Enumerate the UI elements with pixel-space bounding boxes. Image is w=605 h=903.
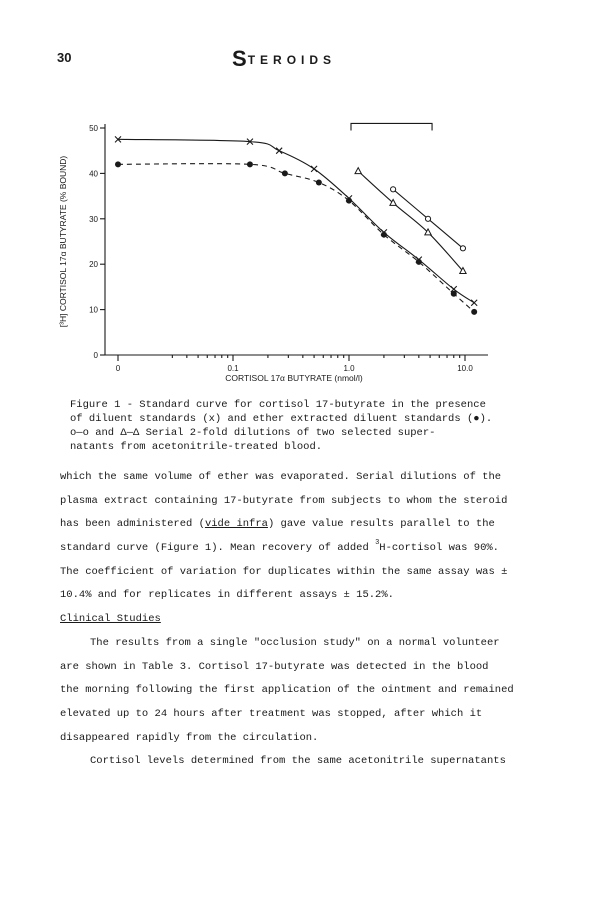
caption-line: Figure 1 - Standard curve for cortisol 17-butyrate in the presence: [70, 399, 486, 411]
bracket-annotation: [351, 123, 432, 130]
data-point-filled-circle: [282, 170, 288, 176]
y-tick-label: 20: [89, 260, 98, 270]
y-tick-label: 0: [93, 351, 98, 360]
data-point-filled-circle: [471, 309, 477, 315]
y-axis-title: [³H] CORTISOL 17α BUTYRATE (% BOUND): [58, 155, 68, 328]
data-point-filled-circle: [316, 179, 322, 185]
x-tick-label: 0: [115, 364, 121, 373]
figure-caption: [70, 398, 550, 454]
y-tick-label: 10: [89, 305, 98, 315]
data-point-filled-circle: [115, 161, 121, 167]
series-line-open-triangle: [358, 171, 463, 271]
journal-initial: S: [232, 46, 248, 71]
journal-logo: [232, 46, 336, 72]
data-point-open-circle: [425, 216, 430, 221]
text-line: elevated up to 24 hours after treatment was stopped, after which it: [60, 707, 483, 720]
text-line: The results from a single "occlusion study" on a normal volunteer: [90, 636, 500, 649]
body-text: [60, 466, 550, 774]
caption-line: o—o and Δ—Δ Serial 2-fold dilutions of two selected super-: [70, 427, 436, 439]
data-point-open-circle: [391, 187, 396, 192]
text-run: standard curve (Figure 1). Mean recovery of added: [60, 542, 376, 555]
text-line: 10.4% and for replicates in different assays ± 15.2%.: [60, 589, 394, 602]
text-line: which the same volume of ether was evaporated. Serial dilutions of the: [60, 471, 502, 483]
data-point-filled-circle: [416, 259, 422, 265]
figure-1-chart: [0, 100, 605, 395]
data-point-open-circle: [460, 246, 465, 251]
y-tick-label: 50: [89, 124, 98, 133]
text-line: disappeared rapidly from the circulation.: [60, 731, 319, 744]
data-point-filled-circle: [381, 232, 387, 238]
text-line: [60, 513, 550, 537]
text-run: ) gave value results parallel to the: [267, 518, 495, 531]
caption-line: natants from acetonitrile-treated blood.: [70, 441, 323, 453]
data-point-filled-circle: [451, 291, 457, 297]
superscript: 3: [375, 539, 380, 548]
text-run: has been administered (: [60, 518, 205, 531]
chart-axes: [89, 124, 488, 373]
text-line: Cortisol levels determined from the same acetonitrile supernatants: [90, 755, 506, 768]
text-run: H-cortisol was 90%.: [379, 542, 499, 555]
data-point-open-triangle: [355, 168, 361, 174]
x-axis-title: CORTISOL 17α BUTYRATE (nmol/l): [225, 373, 363, 383]
data-point-cross: [471, 300, 477, 306]
vide-infra-phrase: vide infra: [204, 518, 268, 531]
section-heading: Clinical Studies: [60, 613, 161, 626]
y-tick-label: 40: [89, 169, 98, 179]
text-line: The coefficient of variation for duplicates within the same assay was ±: [60, 565, 508, 578]
series-line-x: [118, 139, 474, 302]
page-number: 30: [57, 50, 72, 65]
data-point-cross: [276, 148, 282, 154]
text-line: plasma extract containing 17-butyrate from subjects to whom the steroid: [60, 494, 508, 507]
x-tick-label: 1.0: [343, 364, 355, 373]
text-line: the morning following the first application of the ointment and remained: [60, 684, 514, 697]
data-point-filled-circle: [247, 161, 253, 167]
text-line: [60, 537, 550, 561]
chart-series: [115, 123, 477, 314]
data-point-filled-circle: [346, 198, 352, 204]
series-line-filled-circle: [118, 164, 474, 312]
data-point-cross: [311, 166, 317, 172]
x-tick-label: 0.1: [227, 364, 239, 373]
text-line: are shown in Table 3. Cortisol 17-butyrate was detected in the blood: [60, 660, 489, 673]
journal-name: TEROIDS: [247, 53, 337, 67]
y-tick-label: 30: [89, 214, 98, 224]
x-tick-label: 10.0: [457, 364, 473, 373]
caption-line: of diluent standards (x) and ether extracted diluent standards (●).: [70, 413, 493, 425]
